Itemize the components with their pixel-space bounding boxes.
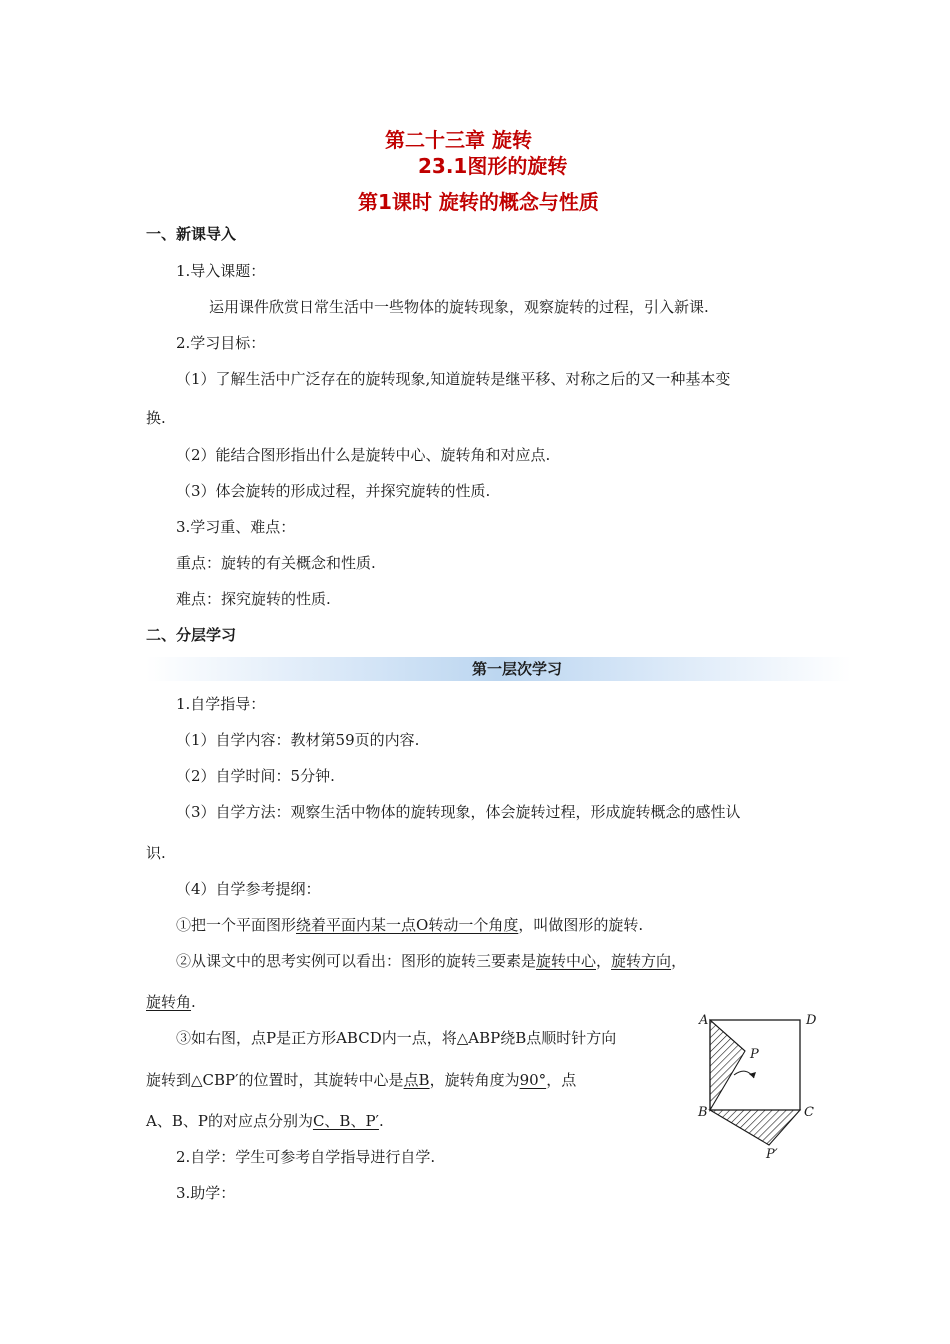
study-method-line-2: 识. [146, 844, 166, 862]
goal-1-line-1: （1）了解生活中广泛存在的旋转现象,知道旋转是继平移、对称之后的又一种基本变 [176, 370, 731, 388]
level-band-label: 第一层次学习 [471, 660, 562, 678]
question-1-prefix: ①把一个平面图形 [176, 916, 297, 934]
label-c: C [804, 1105, 814, 1120]
label-p-prime: P′ [766, 1147, 778, 1158]
study-time: （2）自学时间：5分钟. [176, 767, 335, 785]
help-label: 3.助学： [176, 1184, 236, 1202]
part1-heading: 一、新课导入 [146, 225, 237, 243]
label-p: P [750, 1047, 759, 1062]
intro-label: 1.导入课题： [176, 262, 266, 280]
question-3-line-3-prefix: A、B、P的对应点分别为 [146, 1112, 313, 1130]
label-a: A [699, 1013, 709, 1028]
question-3-line-3 [146, 1111, 384, 1131]
goals-label: 2.学习目标： [176, 334, 266, 352]
question-2-answer-1: 旋转中心 [536, 952, 597, 970]
label-d: D [806, 1013, 817, 1028]
triangle-abp [710, 1020, 745, 1110]
question-2-end: . [191, 993, 196, 1011]
question-2-answer-3: 旋转角 [146, 993, 192, 1011]
goal-1-line-2: 换. [146, 409, 166, 427]
question-1-answer: 绕着平面内某一点O转动一个角度 [296, 916, 519, 934]
goal-3: （3）体会旋转的形成过程，并探究旋转的性质. [176, 482, 491, 500]
key-point: 重点：旋转的有关概念和性质. [176, 554, 376, 572]
question-2-separator-2: ， [671, 952, 687, 970]
self-study: 2.自学：学生可参考自学指导进行自学. [176, 1148, 436, 1166]
question-2-line-2 [146, 992, 196, 1012]
question-2-prefix: ②从课文中的思考实例可以看出：图形的旋转三要素是 [176, 952, 537, 970]
question-3-middle: ，旋转角度为 [429, 1071, 520, 1089]
label-b: B [698, 1105, 708, 1120]
part2-heading: 二、分层学习 [146, 626, 237, 644]
rotation-figure [690, 1008, 830, 1158]
outline-label: （4）自学参考提纲： [176, 880, 321, 898]
question-3-line-1: ③如右图，点P是正方形ABCD内一点，将△ABP绕B点顺时针方向 [176, 1029, 617, 1047]
question-3-answer-angle: 90° [519, 1071, 547, 1089]
study-method-line-1: （3）自学方法：观察生活中物体的旋转现象，体会旋转过程，形成旋转概念的感性认 [176, 803, 741, 821]
study-content: （1）自学内容：教材第59页的内容. [176, 731, 420, 749]
question-1-suffix: ，叫做图形的旋转. [518, 916, 644, 934]
section-title: 23.1图形的旋转 [418, 154, 568, 178]
question-2 [176, 951, 686, 971]
lesson-title: 第1课时 旋转的概念与性质 [358, 190, 599, 214]
question-3-answer-points: C、B、P′ [312, 1112, 379, 1130]
question-3-answer-center: 点B [403, 1071, 430, 1089]
question-1 [176, 915, 643, 935]
guide-label: 1.自学指导： [176, 695, 266, 713]
intro-text: 运用课件欣赏日常生活中一些物体的旋转现象，观察旋转的过程，引入新课. [209, 298, 709, 316]
question-3-prefix: 旋转到△CBP′的位置时，其旋转中心是 [146, 1071, 404, 1089]
question-3-line-2 [146, 1070, 576, 1090]
question-2-answer-2: 旋转方向 [611, 952, 672, 970]
question-3-line-3-end: . [378, 1112, 384, 1130]
difficult-point: 难点：探究旋转的性质. [176, 590, 331, 608]
key-label: 3.学习重、难点： [176, 518, 296, 536]
question-3-suffix: ，点 [546, 1071, 577, 1089]
triangle-cbp-prime [710, 1110, 800, 1145]
question-2-separator-1: ， [596, 952, 612, 970]
goal-2: （2）能结合图形指出什么是旋转中心、旋转角和对应点. [176, 446, 551, 464]
chapter-title: 第二十三章 旋转 [385, 128, 532, 152]
